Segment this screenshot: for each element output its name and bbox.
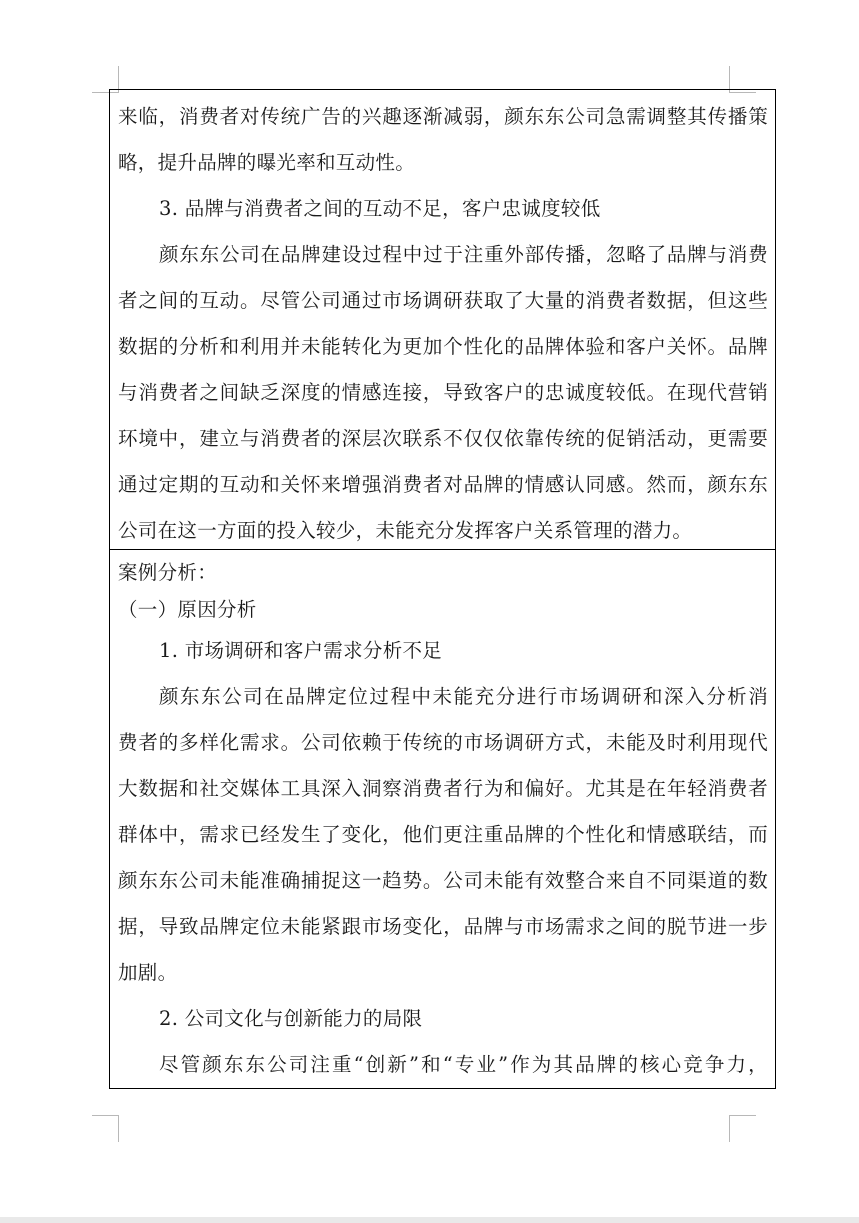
subheading: 2. 公司文化与创新能力的局限: [159, 1007, 423, 1030]
text-line: 尽管颜东东公司注重“创新”和“专业”作为其品牌的核心竞争力，: [159, 1053, 768, 1076]
text-line: 加剧。: [118, 961, 178, 984]
text-line: 公司在这一方面的投入较少，未能充分发挥客户关系管理的潜力。: [118, 519, 693, 542]
text-line: 群体中，需求已经发生了变化，他们更注重品牌的个性化和情感联结，而: [118, 823, 768, 846]
text-line: 费者的多样化需求。公司依赖于传统的市场调研方式，未能及时利用现代: [118, 731, 768, 754]
table-cell-bottom[interactable]: [110, 550, 775, 1088]
text-line: 环境中，建立与消费者的深层次联系不仅仅依靠传统的促销活动，更需要: [118, 427, 768, 450]
text-line: 颜东东公司在品牌定位过程中未能充分进行市场调研和深入分析消: [159, 685, 768, 708]
crop-mark-bottom-right: [729, 1115, 756, 1142]
text-line: 据，导致品牌定位未能紧跟市场变化，品牌与市场需求之间的脱节进一步: [118, 915, 768, 938]
text-line: 颜东东公司在品牌建设过程中过于注重外部传播，忽略了品牌与消费: [159, 243, 768, 266]
text-line: 数据的分析和利用并未能转化为更加个性化的品牌体验和客户关怀。品牌: [118, 335, 768, 358]
text-line: 通过定期的互动和关怀来增强消费者对品牌的情感认同感。然而，颜东东: [118, 473, 768, 496]
text-line: 者之间的互动。尽管公司通过市场调研获取了大量的消费者数据，但这些: [118, 289, 768, 312]
subheading: 3. 品牌与消费者之间的互动不足，客户忠诚度较低: [159, 197, 601, 220]
text-line: 略，提升品牌的曝光率和互动性。: [118, 151, 416, 174]
subheading: 1. 市场调研和客户需求分析不足: [159, 639, 443, 662]
page-bottom-strip: [0, 1217, 859, 1223]
section-heading: （一）原因分析: [118, 598, 257, 621]
cell-label: 案例分析：: [118, 561, 218, 584]
text-line: 大数据和社交媒体工具深入洞察消费者行为和偏好。尤其是在年轻消费者: [118, 777, 768, 800]
text-line: 来临，消费者对传统广告的兴趣逐渐减弱，颜东东公司急需调整其传播策: [118, 105, 768, 128]
crop-mark-bottom-left: [92, 1115, 119, 1142]
text-line: 颜东东公司未能准确捕捉这一趋势。公司未能有效整合来自不同渠道的数: [118, 869, 768, 892]
table-cell-top[interactable]: [110, 90, 775, 550]
content-table: [109, 89, 776, 1089]
text-line: 与消费者之间缺乏深度的情感连接，导致客户的忠诚度较低。在现代营销: [118, 381, 768, 404]
